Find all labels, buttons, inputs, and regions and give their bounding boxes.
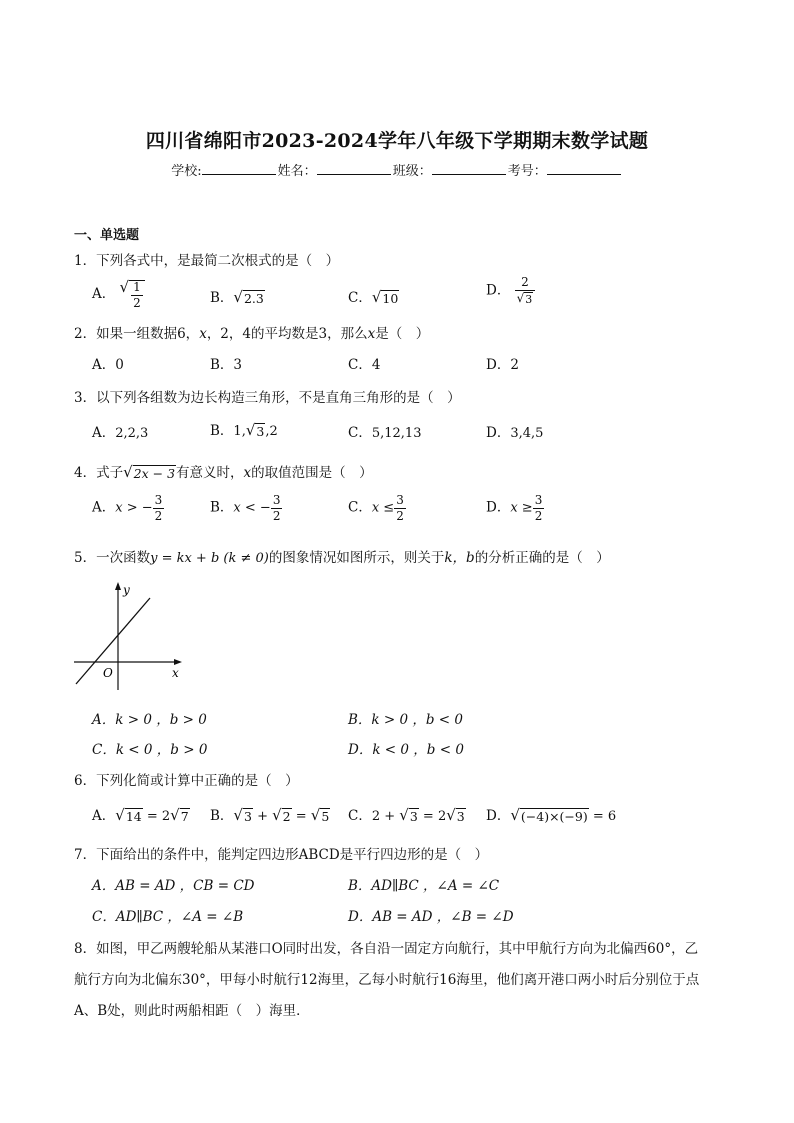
student-info-line: [0, 160, 794, 179]
q7-option-d[interactable]: D．AB = AD ，∠B = ∠D: [348, 909, 514, 925]
q7-option-b[interactable]: B．AD∥BC ，∠A = ∠C: [348, 878, 500, 894]
name-label: 姓名：: [277, 164, 317, 179]
school-blank[interactable]: [202, 162, 276, 175]
q6-option-b[interactable]: B． √ 3 + √ 2 = √ 5: [210, 806, 330, 825]
q6-option-c[interactable]: C．2 + √ 3 = 2 √ 3: [348, 806, 465, 825]
sqrt-expression: √ 2x − 3: [123, 463, 176, 482]
function-line: [76, 598, 150, 684]
q2-option-a[interactable]: A．0: [92, 357, 124, 373]
q5-option-a[interactable]: A．k > 0 ，b > 0: [92, 712, 207, 728]
school-label: 学校:: [171, 164, 202, 179]
linear-function-graph: [70, 580, 190, 700]
q2-option-c[interactable]: C．4: [348, 357, 381, 373]
q2-option-b[interactable]: B．3: [210, 357, 243, 373]
q3-option-d[interactable]: D．3,4,5: [486, 425, 544, 441]
origin-label: O: [103, 666, 113, 680]
question-8-line-3: A、B处，则此时两船相距（ ）海里．: [74, 1003, 310, 1019]
q3-option-a[interactable]: A．2,2,3: [92, 425, 149, 441]
q1-option-c[interactable]: C． √ 10: [348, 288, 399, 307]
q3-option-b[interactable]: B．1, √ 3 ,2: [210, 421, 278, 440]
question-2-stem: 2．如果一组数据6，x，2，4的平均数是3，那么x是（ ）: [74, 326, 430, 342]
sqrt-symbol: √ $\frac{1}{2}$: [120, 280, 145, 309]
q4-option-a[interactable]: A．x > − $\frac{3}{2}$: [92, 493, 163, 523]
question-7-stem: 7．下面给出的条件中，能判定四边形ABCD是平行四边形的是（ ）: [74, 847, 489, 863]
question-8-line-1: 8．如图，甲乙两艘轮船从某港口O同时出发，各自沿一固定方向航行，其中甲航行方向为北偏西60°，乙: [74, 941, 699, 957]
page-title: 四川省绵阳市2023-2024学年八年级下学期期末数学试题: [145, 130, 649, 152]
question-3-stem: 3．以下列各组数为边长构造三角形，不是直角三角形的是（ ）: [74, 390, 461, 406]
q7-option-a[interactable]: A．AB = AD ，CB = CD: [92, 878, 255, 894]
id-blank[interactable]: [547, 162, 621, 175]
q4-option-d[interactable]: D．x ≥ $\frac{3}{2}$: [486, 493, 543, 523]
x-axis-label: x: [172, 666, 179, 680]
y-axis-arrow-icon: [115, 582, 121, 590]
question-4-stem: 4．式子 √ 2x − 3 有意义时，x的取值范围是（ ）: [74, 463, 373, 482]
q1-option-a[interactable]: A． √ $\frac{1}{2}$: [92, 280, 145, 309]
question-8-line-2: 航行方向为北偏东30°，甲每小时航行12海里，乙每小时航行16海里，他们离开港口两小时后分别位于点: [74, 972, 700, 988]
id-label: 考号：: [507, 164, 547, 179]
q6-option-a[interactable]: A． √ 14 = 2 √ 7: [92, 806, 189, 825]
q6-option-d[interactable]: D． √ (−4)×(−9) = 6: [486, 806, 617, 825]
q2-option-d[interactable]: D．2: [486, 357, 519, 373]
question-6-stem: 6．下列化简或计算中正确的是（ ）: [74, 773, 299, 789]
question-5-stem: 5．一次函数y = kx + b (k ≠ 0)的图象情况如图所示，则关于k，b的分析正确的是（ ）: [74, 550, 610, 566]
q4-option-b[interactable]: B．x < − $\frac{3}{2}$: [210, 493, 281, 523]
q3-option-c[interactable]: C．5,12,13: [348, 425, 422, 441]
q1-option-b[interactable]: B． √ 2.3: [210, 288, 264, 307]
x-axis-arrow-icon: [174, 659, 182, 665]
name-blank[interactable]: [317, 162, 391, 175]
y-axis-label: y: [123, 583, 130, 597]
class-blank[interactable]: [432, 162, 506, 175]
q5-option-d[interactable]: D．k < 0 ，b < 0: [348, 742, 464, 758]
question-1-stem: 1．下列各式中，是最简二次根式的是（ ）: [74, 253, 340, 269]
q7-option-c[interactable]: C．AD∥BC ，∠A = ∠B: [92, 909, 244, 925]
q5-option-b[interactable]: B．k > 0 ，b < 0: [348, 712, 464, 728]
q5-option-c[interactable]: C．k < 0 ，b > 0: [92, 742, 208, 758]
q4-option-c[interactable]: C．x ≤ $\frac{3}{2}$: [348, 493, 404, 523]
class-label: 班级：: [392, 164, 432, 179]
q1-option-d[interactable]: D． 2 √ 3: [486, 276, 535, 306]
section-heading: 一、单选题: [74, 228, 140, 243]
